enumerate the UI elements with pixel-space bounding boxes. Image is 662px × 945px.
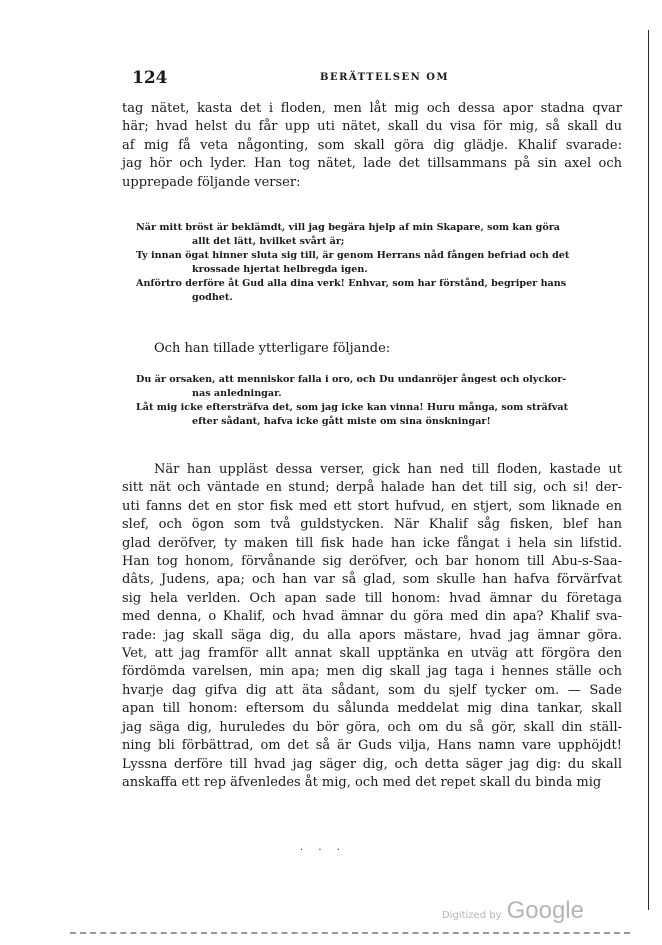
scan-bottom-edge — [70, 932, 630, 936]
text-line: tag nätet, kasta det i floden, men låt mig och dessa apor stadna qvar — [122, 101, 622, 116]
page-number: 124 — [132, 68, 168, 88]
google-logo: Google — [506, 897, 584, 924]
digitized-watermark — [442, 897, 584, 925]
verse-line-continuation: nas anledningar. — [192, 388, 282, 399]
text-line: Han tog honom, förvånande sig deröfver, och bar honom till Abu-s-Saa- — [122, 554, 622, 570]
page-header — [132, 68, 622, 88]
verse-line-continuation: godhet. — [192, 292, 233, 303]
verse-block-2 — [136, 373, 616, 429]
verse-line: Låt mig icke eftersträfva det, som jag icke kan vinna! Huru många, som sträfvat — [136, 402, 569, 413]
verse-intro-2: Och han tillade ytterligare följande: — [154, 341, 391, 356]
watermark-prefix: Digitized by — [442, 910, 502, 921]
paragraph-3 — [122, 461, 622, 792]
running-title: BERÄTTELSEN OM — [320, 72, 450, 83]
text-line: sitt nät och väntade en stund; derpå halade han det till sig, och si! der- — [122, 480, 622, 496]
verse-line: När mitt bröst är beklämdt, vill jag begära hjelp af min Skapare, som kan göra — [136, 222, 560, 233]
text-line: af mig få veta någonting, som skall göra dig glädje. Khalif svarade: — [122, 137, 622, 153]
text-line: hvarje dag gifva dig att äta sådant, som du sjelf tycker om. — Sade — [122, 682, 622, 698]
text-line: rade: jag skall säga dig, du alla apors mästare, hvad jag ämnar göra. — [122, 627, 622, 643]
text-line: här; hvad helst du får upp uti nätet, skall du visa för mig, så skall du — [122, 119, 622, 135]
verse-line: Du är orsaken, att menniskor falla i oro, och Du undanröjer ångest och olyckor- — [136, 374, 567, 385]
text-line: Lyssna derföre till hvad jag säger dig, och detta säger jag dig: du skall — [122, 756, 622, 772]
text-line: uti fanns det en stor fisk med ett stort hufvud, en stjert, som liknade en — [122, 498, 622, 514]
text-line: upprepade följande verser: — [122, 174, 301, 190]
text-line: jag säga dig, huruledes du bör göra, och om du så gör, skall din ställ- — [122, 719, 622, 735]
text-line: dâts, Judens, apa; och han var så glad, som skulle han hafva förvärfvat — [122, 572, 622, 588]
scan-specks: · · · — [300, 845, 346, 856]
page-edge-line — [648, 30, 649, 910]
verse-line-continuation: efter sådant, hafva icke gått miste om sina önskningar! — [192, 416, 491, 427]
verse-line: Ty innan ögat hinner sluta sig till, är genom Herrans nåd fången befriad och det — [136, 250, 570, 261]
text-line: jag hör och lyder. Han tog nätet, lade det tillsammans på sin axel och — [122, 156, 622, 172]
paragraph-1 — [122, 100, 622, 192]
text-line: När han uppläst dessa verser, gick han ned till floden, kastade ut — [154, 462, 622, 477]
text-line: Vet, att jag framför allt annat skall upptänka en utväg att förgöra den — [122, 646, 622, 662]
text-line: med denna, o Khalif, och hvad ämnar du göra med din apa? Khalif sva- — [122, 609, 622, 625]
text-line: glad deröfver, ty maken till fisk hade han icke fångat i hela sin lifstid. — [122, 535, 622, 551]
text-line: sig hela verlden. Och apan sade till honom: hvad ämnar du företaga — [122, 590, 622, 606]
text-line: anskaffa ett rep äfvenledes åt mig, och med det repet skall du binda mig — [122, 774, 602, 790]
text-line: fördömda varelsen, min apa; men dig skall jag taga i hennes ställe och — [122, 664, 622, 680]
text-line: ning bli förbättrad, om det så är Guds vilja, Hans namn vare upphöjdt! — [122, 738, 622, 754]
verse-line-continuation: krossade hjertat helbregda igen. — [192, 264, 368, 275]
text-line: apan till honom: eftersom du sålunda meddelat mig dina tankar, skall — [122, 701, 622, 717]
text-line: slef, och ögon som två guldstycken. När Khalif såg fisken, blef han — [122, 517, 622, 533]
verse-line: Anförtro derföre åt Gud alla dina verk! Enhvar, som har förstånd, begriper hans — [136, 278, 567, 289]
verse-block-1 — [136, 221, 616, 305]
verse-line-continuation: allt det lätt, hvilket svårt är; — [192, 236, 345, 247]
